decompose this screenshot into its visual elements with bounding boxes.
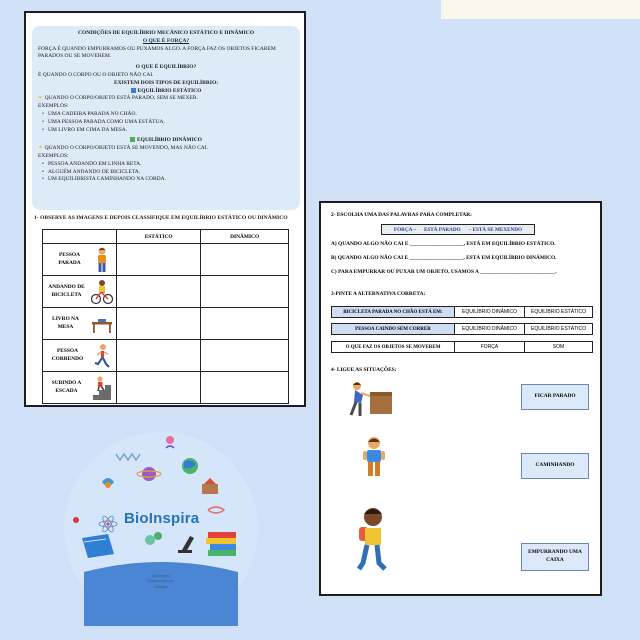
static-title: EQUILÍBRIO ESTÁTICO — [137, 87, 202, 94]
running-person-icon — [92, 343, 112, 369]
examples-label: EXEMPLOS: — [38, 152, 69, 159]
answer-cell-dynamic[interactable] — [201, 340, 289, 372]
worksheet-page-1 — [24, 11, 306, 407]
standing-person-icon — [94, 246, 110, 274]
pushing-box-figure — [345, 379, 397, 419]
table-with-book-icon — [90, 314, 114, 334]
dynamic-example: • UM EQUILIBRISTA CAMINHANDO NA CORDA. — [38, 176, 294, 184]
table-header-dynamic: DINÂMICO — [201, 230, 289, 244]
option-prompt: O QUE FAZ OS OBJETOS SE MOVEREM — [332, 342, 455, 352]
dynamic-description: QUANDO O CORPO/OBJETO ESTÁ SE MOVENDO, MAS NÃO CAI. — [44, 145, 208, 152]
examples-label: EXEMPLOS: — [38, 103, 69, 110]
match-box[interactable]: FICAR PARADO — [521, 384, 589, 410]
option-row — [331, 341, 593, 353]
option-choice-b[interactable]: EQUILÍBRIO ESTÁTICO — [530, 326, 586, 332]
option-choice-a[interactable]: EQUILÍBRIO DINÂMICO — [455, 307, 525, 317]
row-label: LIVRO NA MESA — [52, 316, 79, 330]
blue-square-icon — [131, 88, 136, 93]
fill-blank-c[interactable]: C) PARA EMPURRAR OU PUXAR UM OBJETO, USAMOS A ____________________________. — [331, 269, 557, 275]
row-label: SUBINDO A ESCADA — [51, 380, 82, 394]
cyclist-icon — [91, 279, 113, 305]
question-2: 2- ESCOLHA UMA DAS PALAVRAS PARA COMPLETAR: — [331, 212, 472, 218]
option-row — [331, 323, 593, 335]
row-label: PESSOA CORRENDO — [51, 348, 84, 362]
answer-cell-static[interactable] — [117, 308, 201, 340]
static-example: • UMA CADEIRA PARADA NO CHÃO. — [38, 111, 294, 119]
answer-cell-dynamic[interactable] — [201, 276, 289, 308]
answer-cell-dynamic[interactable] — [201, 244, 289, 276]
option-choice-a[interactable]: EQUILÍBRIO DINÂMICO — [455, 324, 525, 334]
answer-cell-static[interactable] — [117, 372, 201, 404]
science-doodles-icon — [64, 432, 258, 626]
table-header — [43, 230, 117, 244]
worksheet-title: CONDIÇÕES DE EQUILÍBRIO MECÂNICO ESTÁTICO E DINÂMICO — [77, 30, 255, 36]
concept-box — [32, 26, 300, 210]
option-prompt: PESSOA CAINDO SEM CORRER — [332, 324, 455, 334]
table-row — [43, 276, 289, 308]
static-description: QUANDO O CORPO/OBJETO ESTÁ PARADO, SEM SE MEXER. — [44, 95, 198, 102]
fill-blank-a[interactable]: A) QUANDO ALGO NÃO CAI E ____________________, ESTÁ EM EQUILÍBRIO ESTÁTICO. — [331, 241, 556, 247]
dynamic-example: • PESSOA ANDANDO EM LINHA RETA. — [38, 161, 294, 169]
standing-boy-figure — [361, 435, 387, 479]
table-header-row — [43, 230, 289, 244]
table-row — [43, 308, 289, 340]
brand-name: BioInspira — [124, 510, 200, 527]
answer-cell-dynamic[interactable] — [201, 308, 289, 340]
table-row — [43, 244, 289, 276]
row-label: ANDANDO DE BICICLETA — [48, 284, 85, 298]
worksheet-page-2 — [319, 201, 602, 596]
walking-boy-figure — [353, 505, 393, 575]
option-prompt: BICICLETA PARADA NO CHÃO ESTÁ EM: — [332, 307, 455, 317]
match-box[interactable]: EMPURRANDO UMA CAIXA — [521, 543, 589, 571]
static-example: • UM LIVRO EM CIMA DA MESA. — [38, 127, 294, 135]
climbing-stairs-icon — [91, 375, 113, 401]
answer-cell-static[interactable] — [117, 276, 201, 308]
fill-blank-b[interactable]: B) QUANDO ALGO NÃO CAI E ____________________, ESTÁ EM EQUILÍBRIO DINÂMICO. — [331, 255, 557, 261]
answer-cell-static[interactable] — [117, 340, 201, 372]
question-4: 4- LIGUE AS SITUAÇÕES: — [331, 367, 397, 373]
option-row — [331, 306, 593, 318]
match-box[interactable]: CAMINHANDO — [521, 453, 589, 479]
force-definition: FORÇA É QUANDO EMPURRAMOS OU PUXAMOS ALGO. A FORÇA FAZ OS OBJETOS FICAREM PARADOS OU SE MOVEREM. — [38, 45, 276, 60]
bioinspira-logo — [64, 432, 258, 626]
option-choice-b[interactable]: SOM — [552, 344, 565, 350]
credit-line: Natasha — [154, 584, 168, 589]
question-3: 3-PINTE A ALTERNATIVA CORRETA: — [331, 291, 426, 297]
word-bank-item: FORÇA – — [393, 226, 416, 233]
classification-table — [42, 229, 289, 404]
star-icon: ✶ — [38, 145, 43, 152]
word-bank — [381, 224, 535, 235]
force-question: O QUE É FORÇA? — [142, 37, 190, 44]
table-header-static: ESTÁTICO — [117, 230, 201, 244]
option-choice-b[interactable]: EQUILÍBRIO ESTÁTICO — [530, 309, 586, 315]
balance-question: O QUE É EQUILÍBRIO? — [135, 64, 197, 71]
brand-credit — [104, 574, 218, 590]
question-1: 1- OBSERVE AS IMAGENS E DEPOIS CLASSIFIQUE EM EQUILÍBRIO ESTÁTICO OU DINÂMICO — [34, 215, 288, 221]
table-row — [43, 340, 289, 372]
types-title: EXISTEM DOIS TIPOS DE EQUILÍBRIO: — [113, 79, 219, 86]
word-bank-item: ESTÁ PARADO — [423, 226, 461, 233]
dynamic-title: EQUILÍBRIO DINÂMICO — [137, 137, 202, 144]
static-example: • UMA PESSOA PARADA COMO UMA ESTÁTUA. — [38, 119, 294, 127]
answer-cell-dynamic[interactable] — [201, 372, 289, 404]
star-icon: ✶ — [38, 95, 43, 102]
credit-handle: @bioinspira — [152, 574, 170, 578]
credit-line: Desenvolvido por: — [147, 579, 175, 584]
green-square-icon — [130, 137, 135, 142]
row-label: PESSOA PARADA — [58, 252, 81, 266]
option-choice-a[interactable]: FORÇA — [455, 342, 525, 352]
table-row — [43, 372, 289, 404]
answer-cell-static[interactable] — [117, 244, 201, 276]
word-bank-item: – ESTÁ SE MEXENDO — [468, 226, 523, 233]
balance-definition: É QUANDO O CORPO OU O OBJETO NÃO CAI. — [38, 71, 154, 78]
dynamic-example: • ALGUÉM ANDANDO DE BICICLETA. — [38, 169, 294, 177]
top-right-band — [441, 0, 640, 19]
